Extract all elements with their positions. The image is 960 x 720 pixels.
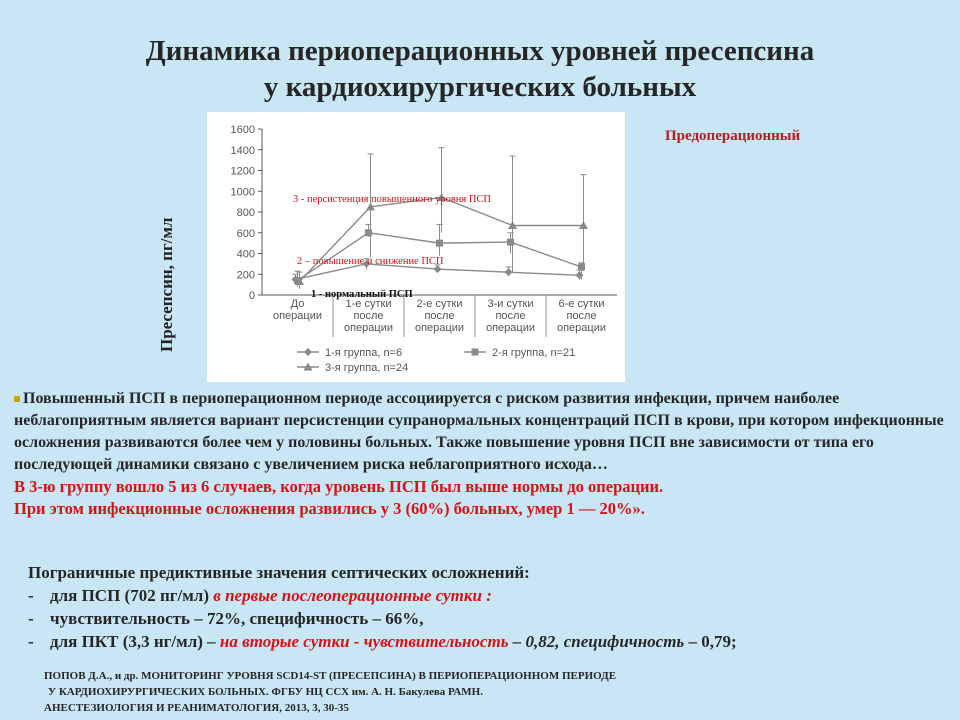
thresholds-block: [28, 561, 958, 653]
psp-sensitivity: чувствительность – 72%, специфичность – 66%,: [50, 609, 424, 628]
y-axis-label: Пресепсин, пг/мл: [157, 217, 176, 352]
x-tick-label: До: [290, 298, 305, 310]
y-tick-label: 200: [236, 269, 255, 282]
y-tick-label: 800: [236, 207, 255, 219]
reference-line-3: АНЕСТЕЗИОЛОГИЯ И РЕАНИМАТОЛОГИЯ, 2013, 3, 30-35: [44, 702, 349, 714]
thresholds-row-sens: [28, 607, 958, 630]
x-tick-label: операции: [485, 322, 536, 334]
annotation-group-2: 2 – повышение и снижение ПСП: [297, 256, 444, 267]
page-title-line-2: у кардиохирургических больных: [263, 71, 697, 103]
x-tick-label: операции: [272, 310, 323, 322]
x-tick-label: 3-и сутки: [487, 298, 534, 310]
thresholds-row-psp: [28, 584, 958, 607]
x-tick-label: операции: [414, 322, 465, 334]
dash-marker: -: [28, 609, 34, 628]
y-tick-label: 1600: [230, 124, 255, 136]
legend-label: 1-я группа, n=6: [325, 347, 403, 359]
x-tick-label: после: [566, 310, 597, 322]
body-text-block: [14, 388, 944, 520]
psp-timing: в первые послеоперационные сутки :: [213, 586, 492, 605]
pct-threshold: для ПКТ (3,3 нг/мл) –: [50, 632, 220, 651]
body-paragraph: Повышенный ПСП в периоперационном периоде ассоциируется с риском развития инфекции, причем наиболее неблагоприятным является вариант персистенции супранормальных концентраций ПСП в крови, при котором инфекционные осложнения развиваются более чем у половины больных. Также повышение уровня ПСП вне зависимости от типа его последующей динамики связано с увеличением риска неблагоприятного исхода…: [14, 390, 944, 473]
bullet-icon: [14, 396, 20, 402]
presepsin-chart: [207, 112, 625, 382]
x-tick-label: 2-е сутки: [416, 298, 463, 310]
reference-line-2: У КАРДИОХИРУРГИЧЕСКИХ БОЛЬНЫХ. ФГБУ НЦ ССХ им. А. Н. Бакулева РАМН.: [48, 686, 483, 698]
x-tick-label: операции: [343, 322, 394, 334]
data-point: [304, 348, 312, 356]
reference-block: [44, 668, 804, 716]
x-tick-label: 6-е сутки: [558, 298, 605, 310]
chart-svg: [207, 112, 625, 382]
legend-label: 3-я группа, n=24: [325, 362, 409, 374]
preop-label: Предоперационный: [665, 128, 801, 144]
x-tick-label: после: [353, 310, 384, 322]
x-tick-label: после: [424, 310, 455, 322]
pct-sens-value: – 0,82, специфичность: [508, 632, 685, 651]
thresholds-heading: Пограничные предиктивные значения септических осложнений:: [28, 563, 530, 582]
y-tick-label: 600: [236, 227, 255, 240]
y-tick-label: 1400: [230, 144, 255, 157]
dash-marker: -: [28, 632, 34, 651]
x-tick-label: после: [495, 310, 526, 322]
reference-line-1: ПОПОВ Д.А., и др. МОНИТОРИНГ УРОВНЯ SCD14-ST (ПРЕСЕПСИНА) В ПЕРИОПЕРАЦИОННОМ ПЕРИОДЕ: [44, 670, 617, 682]
psp-threshold: для ПСП (702 пг/мл): [50, 586, 214, 605]
legend-label: 2-я группа, n=21: [492, 347, 576, 359]
page-title-line-1: Динамика периоперационных уровней пресепсина: [145, 35, 815, 67]
data-point: [472, 349, 479, 356]
annotation-group-3: 3 - персистенция повышенного уровня ПСП: [293, 194, 492, 205]
thresholds-row-pct: [28, 630, 958, 653]
pct-spec-value: – 0,79;: [684, 632, 737, 651]
y-tick-label: 0: [248, 290, 255, 302]
y-tick-label: 1000: [230, 186, 255, 199]
data-point: [505, 268, 513, 276]
red-line-1: В 3-ю группу вошло 5 из 6 случаев, когда уровень ПСП был выше нормы до операции.: [14, 477, 664, 496]
data-point: [436, 240, 443, 247]
annotation-group-1: 1 - нормальный ПСП: [311, 289, 413, 300]
dash-marker: -: [28, 586, 34, 605]
x-tick-label: операции: [556, 322, 607, 334]
data-point: [576, 271, 584, 279]
y-tick-label: 400: [236, 248, 255, 261]
y-tick-label: 1200: [230, 165, 255, 178]
x-tick-label: 1-е сутки: [345, 298, 392, 310]
pct-timing: на вторые сутки - чувствительность: [219, 632, 509, 651]
red-line-2: При этом инфекционные осложнения развились у 3 (60%) больных, умер 1 — 20%».: [14, 499, 645, 518]
